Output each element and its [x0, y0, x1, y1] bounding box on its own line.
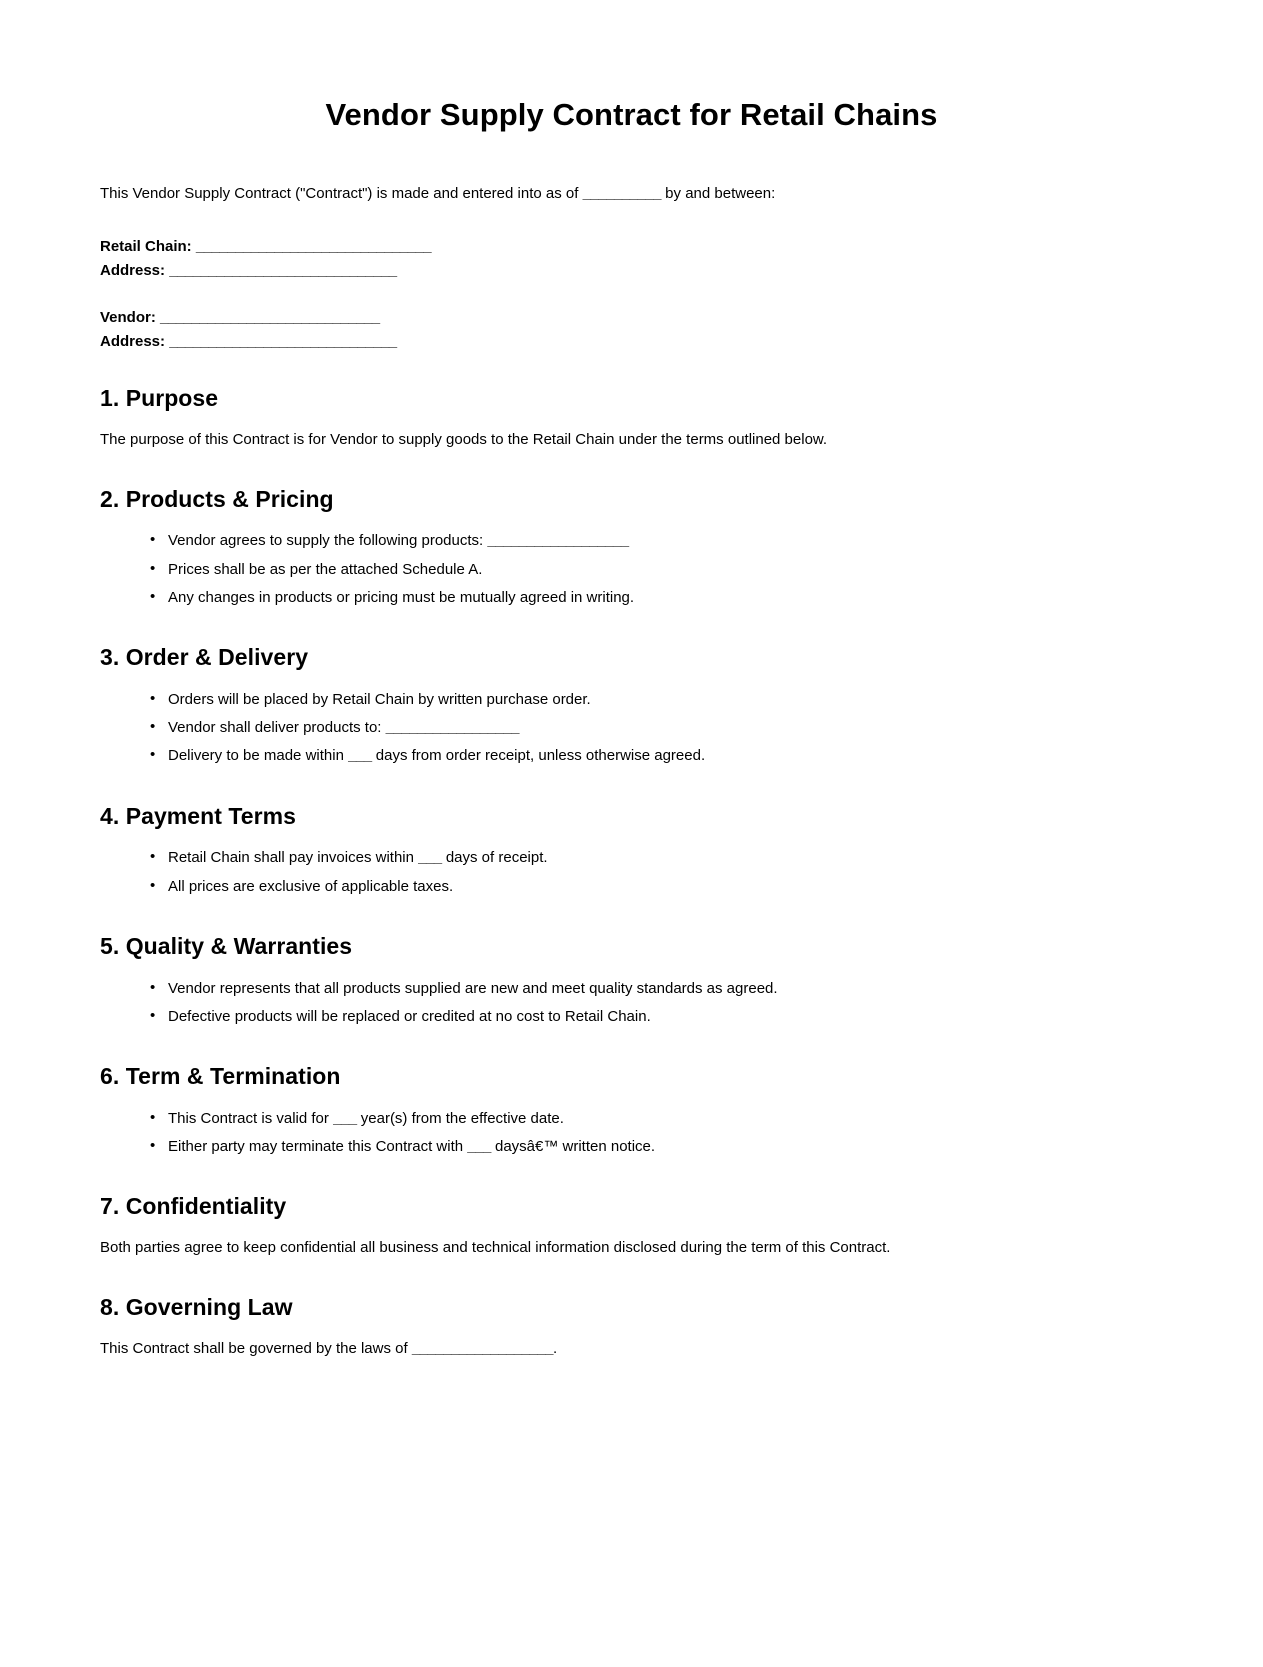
bullet-text-before: Any changes in products or pricing must be mutually agreed in writing.	[168, 588, 635, 606]
bullet-text-before: Retail Chain shall pay invoices within	[168, 849, 419, 867]
party-label-vendor: Vendor:	[100, 308, 156, 326]
bullet-text-before: Vendor represents that all products supplied are new and meet quality standards as agreed.	[168, 979, 778, 997]
section-heading-quality-warranties: 5. Quality & Warranties	[100, 932, 353, 959]
list-item	[168, 977, 1163, 1000]
closing-text-after: .	[553, 1339, 558, 1357]
bullet-text-before: All prices are exclusive of applicable taxes.	[168, 877, 454, 895]
bullet-text-after: days from order receipt, unless otherwise agreed.	[371, 747, 706, 765]
section-heading-governing-law: 8. Governing Law	[100, 1293, 293, 1320]
contract-document	[100, 0, 1163, 1359]
bullet-blank: ___	[418, 849, 442, 867]
bullet-text-before: Orders will be placed by Retail Chain by written purchase order.	[168, 690, 591, 708]
bullet-text-after: daysâ€™ written notice.	[490, 1138, 656, 1156]
section-paragraph-purpose: The purpose of this Contract is for Vendor to supply goods to the Retail Chain under the terms outlined below.	[100, 430, 828, 448]
bullet-blank: __________________	[487, 532, 629, 550]
list-item	[168, 586, 1163, 609]
bullet-text-before: Defective products will be replaced or credited at no cost to Retail Chain.	[168, 1007, 651, 1025]
party-details-block	[100, 235, 1163, 354]
intro-text-after: by and between:	[661, 185, 776, 203]
list-item	[168, 1005, 1163, 1028]
section-heading-term-termination: 6. Term & Termination	[100, 1063, 341, 1090]
section-heading-confidentiality: 7. Confidentiality	[100, 1193, 287, 1220]
party-blank-retail-chain-address: _____________________________	[169, 262, 397, 280]
intro-text-before: This Vendor Supply Contract ("Contract") is made and entered into as of	[100, 185, 583, 203]
party-block-spacer	[100, 284, 1163, 306]
list-item	[168, 875, 1163, 898]
party-line-retail-chain	[100, 235, 1163, 259]
section-bullets-products-pricing	[100, 529, 1163, 609]
section-heading-payment-terms: 4. Payment Terms	[100, 802, 296, 829]
bullet-text-before: This Contract is valid for	[168, 1109, 334, 1127]
bullet-text-before: Vendor agrees to supply the following products:	[168, 532, 488, 550]
section-bullets-payment-terms	[100, 846, 1163, 898]
party-label-retail-chain: Retail Chain:	[100, 237, 192, 255]
party-line-retail-chain-address	[100, 259, 1163, 283]
bullet-blank: ___	[348, 747, 372, 765]
intro-paragraph	[100, 183, 1163, 205]
party-blank-retail-chain: ______________________________	[195, 237, 432, 255]
list-item	[168, 846, 1163, 869]
list-item	[168, 1107, 1163, 1130]
section-bullets-quality-warranties	[100, 977, 1163, 1029]
list-item	[168, 1135, 1163, 1158]
closing-blank: __________________	[411, 1339, 554, 1357]
bullet-blank: ___	[333, 1109, 357, 1127]
list-item	[168, 744, 1163, 767]
intro-date-blank: __________	[582, 185, 662, 203]
party-blank-vendor-address: _____________________________	[169, 332, 397, 350]
party-label-vendor-address: Address:	[100, 332, 166, 350]
list-item	[168, 558, 1163, 581]
section-heading-products-pricing: 2. Products & Pricing	[100, 485, 334, 512]
section-heading-order-delivery: 3. Order & Delivery	[100, 644, 309, 671]
party-label-retail-chain-address: Address:	[100, 262, 166, 280]
party-line-vendor-address	[100, 330, 1163, 354]
section-paragraph-confidentiality: Both parties agree to keep confidential all business and technical information disclosed during the term of this Contract.	[100, 1239, 891, 1257]
section-bullets-order-delivery	[100, 688, 1163, 768]
list-item	[168, 688, 1163, 711]
page-title: Vendor Supply Contract for Retail Chains	[325, 97, 938, 132]
closing-text-before: This Contract shall be governed by the laws of	[100, 1339, 412, 1357]
bullet-text-before: Delivery to be made within	[168, 747, 349, 765]
bullet-text-before: Either party may terminate this Contract with	[168, 1138, 468, 1156]
bullet-text-before: Vendor shall deliver products to:	[168, 719, 386, 737]
bullet-blank: _________________	[385, 719, 519, 737]
bullet-text-before: Prices shall be as per the attached Schedule A.	[168, 560, 483, 578]
section-bullets-term-termination	[100, 1107, 1163, 1159]
party-line-vendor	[100, 306, 1163, 330]
section-paragraph-governing-law	[100, 1338, 1163, 1360]
bullet-blank: ___	[467, 1138, 491, 1156]
bullet-text-after: year(s) from the effective date.	[356, 1109, 564, 1127]
party-blank-vendor: ____________________________	[160, 308, 380, 326]
list-item	[168, 716, 1163, 739]
bullet-text-after: days of receipt.	[441, 849, 548, 867]
list-item	[168, 529, 1163, 552]
section-heading-purpose: 1. Purpose	[100, 385, 219, 412]
